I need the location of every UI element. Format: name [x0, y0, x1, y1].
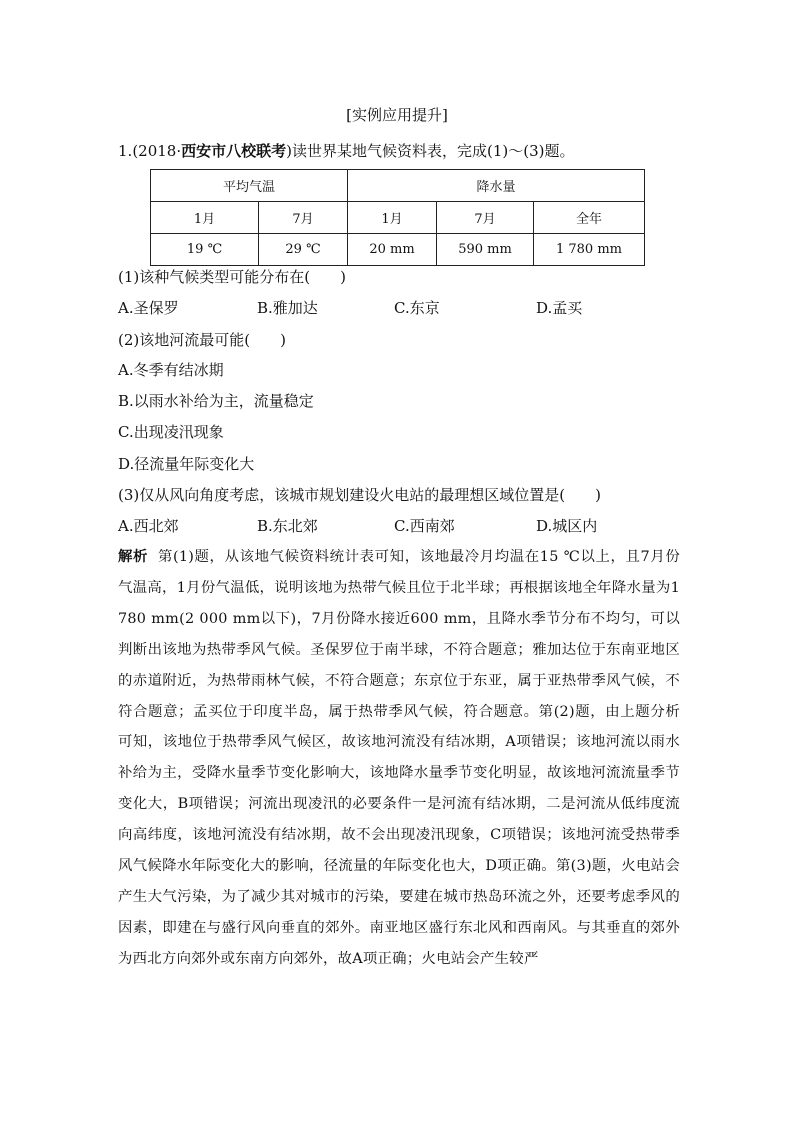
sub-question-2-option-d: D.径流量年际变化大 [118, 455, 255, 473]
analysis-text: 第(1)题，从该地气候资料统计表可知，该地最冷月均温在15 ℃以上，且7月份气温高，1月份气温低，说明该地为热带气候且位于北半球；再根据该地全年降水量为1 780 mm(2 000 mm以下)，7月份降水接近600 mm，且降水季节分布不均匀，可以判断出该地为热带季风气候。圣保罗位于南半球，不符合题意；雅加达位于东南亚地区的赤道附近，为热带雨林气候，不符合题意；东京位于东亚，属于亚热带季风气候，不符合题意；孟买位于印度半岛，属于热带季风气候，符合题意。第(2)题，由上题分析可知，该地位于热带季风气候区，故该地河流没有结冰期，A项错误；该地河流以雨水补给为主，受降水量季节变化影响大，该地降水量季节变化明显，故该地河流流量季节变化大，B项错误；河流出现凌汛的必要条件一是河流有结冰期，二是河流从低纬度流向高纬度，该地河流没有结冰期，故不会出现凌汛现象，C项错误；该地河流受热带季风气候降水年际变化大的影响，径流量的年际变化也大，D项正确。第(3)题，火电站会产生大气污染，为了减少其对城市的污染，要建在城市热岛环流之外，还要考虑季风的因素，即建在与盛行风向垂直的郊外。南亚地区盛行东北风和西南风。与其垂直的郊外为西北方向郊外或东南方向郊外，故A项正确；火电站会产生较严 [118, 549, 680, 967]
option-b: B.雅加达 [257, 299, 318, 317]
cell-precip-year: 1 780 mm [534, 234, 645, 266]
option-a: A.西北郊 [118, 517, 179, 535]
sub-question-2: (2)该地河流最可能( ) [118, 331, 286, 349]
subheader-precip-jul: 7月 [437, 202, 534, 234]
section-title: [实例应用提升] [346, 106, 448, 124]
sub-question-2-option-b: B.以雨水补给为主，流量稳定 [118, 392, 314, 410]
subheader-temp-jul: 7月 [259, 202, 348, 234]
subheader-temp-jan: 1月 [151, 202, 259, 234]
cell-precip-jan: 20 mm [348, 234, 437, 266]
subheader-precip-jan: 1月 [348, 202, 437, 234]
option-c: C.东京 [394, 299, 440, 317]
analysis-label: 解析 [118, 548, 149, 565]
question-text: )读世界某地气候资料表，完成(1)～(3)题。 [286, 142, 575, 160]
option-d: D.孟买 [536, 299, 583, 317]
subheader-precip-year: 全年 [534, 202, 645, 234]
option-c: C.西南郊 [394, 517, 455, 535]
option-d: D.城区内 [536, 517, 598, 535]
sub-question-3: (3)仅从风向角度考虑，该城市规划建设火电站的最理想区域位置是( ) [118, 486, 601, 504]
table-row [151, 234, 645, 266]
analysis-paragraph [118, 542, 680, 975]
sub-question-1: (1)该种气候类型可能分布在( ) [118, 268, 346, 286]
climate-table [150, 169, 645, 266]
question-number: 1. [118, 142, 133, 160]
question-1-stem [118, 140, 574, 161]
cell-precip-jul: 590 mm [437, 234, 534, 266]
question-source-year: (2018· [132, 142, 182, 160]
question-source: 西安市八校联考 [181, 142, 287, 160]
sub-question-2-option-a: A.冬季有结冰期 [118, 361, 224, 379]
header-precipitation: 降水量 [348, 170, 645, 202]
option-a: A.圣保罗 [118, 299, 179, 317]
option-b: B.东北郊 [257, 517, 318, 535]
cell-temp-jan: 19 ℃ [151, 234, 259, 266]
header-avg-temp: 平均气温 [151, 170, 348, 202]
table-subheader-row [151, 202, 645, 234]
table-header-row [151, 170, 645, 202]
cell-temp-jul: 29 ℃ [259, 234, 348, 266]
sub-question-2-option-c: C.出现凌汛现象 [118, 423, 224, 441]
